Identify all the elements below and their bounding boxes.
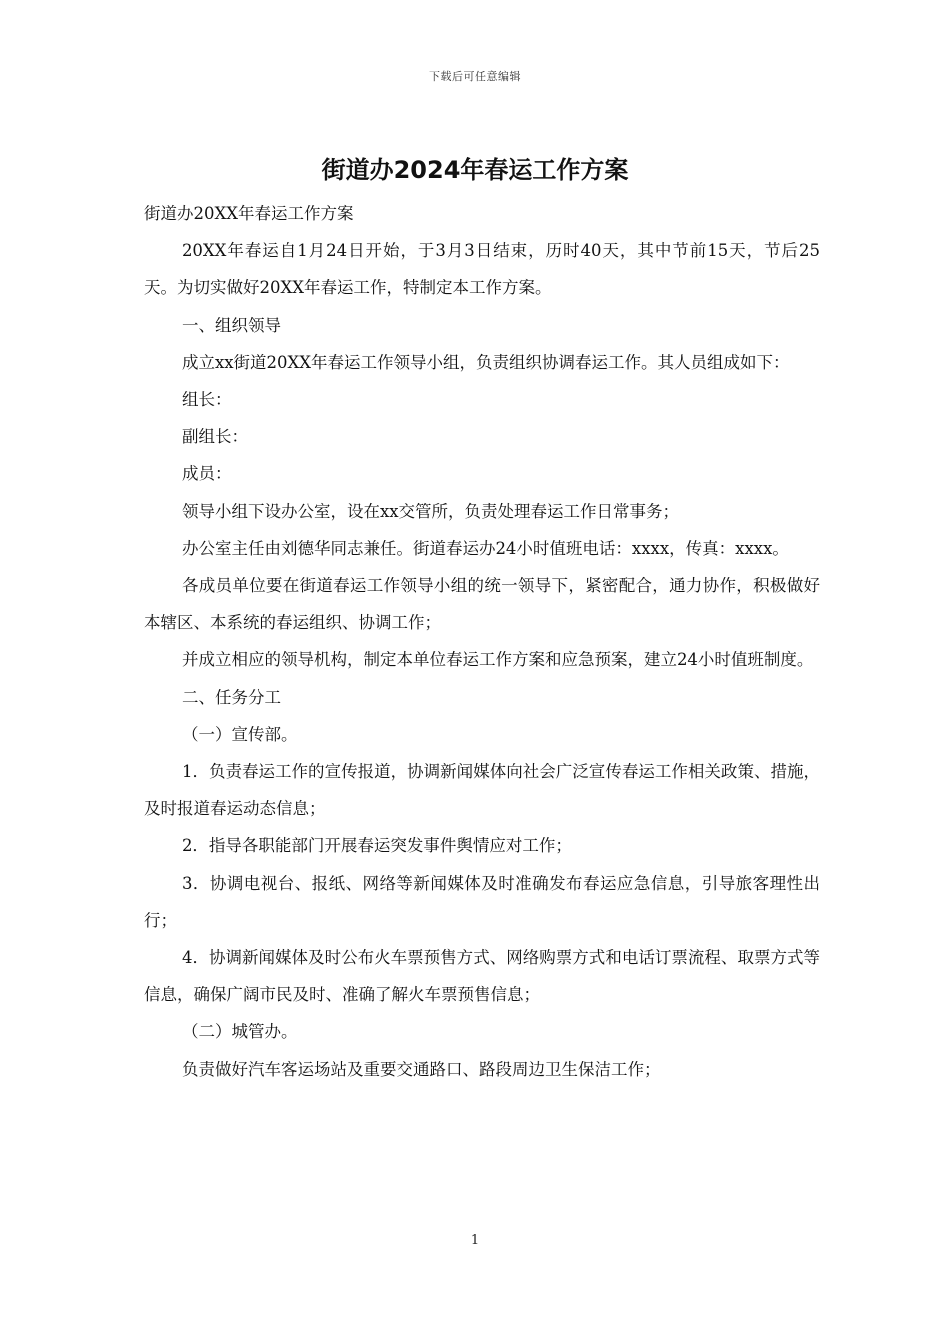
paragraph: 成员： xyxy=(181,464,232,484)
paragraph: 负责做好汽车客运场站及重要交通路口、路段周边卫生保洁工作； xyxy=(181,1059,661,1079)
paragraph: 20XX年春运自1月24日开始，于3月3日结束，历时40天，其中节前15天，节后25天。为切实做好20XX年春运工作，特制定本工作方案。 xyxy=(144,241,820,298)
paragraph: 2．指导各职能部门开展春运突发事件舆情应对工作； xyxy=(181,836,572,856)
header-note: 下载后可任意编辑 xyxy=(429,70,521,83)
paragraph: 各成员单位要在街道春运工作领导小组的统一领导下，紧密配合，通力协作，积极做好本辖区、本系统的春运组织、协调工作； xyxy=(144,576,820,633)
paragraph: （二）城管办。 xyxy=(181,1022,298,1042)
paragraph: 二、任务分工 xyxy=(181,687,281,707)
page-number: 1 xyxy=(470,1233,480,1248)
paragraph: 一、组织领导 xyxy=(181,315,281,335)
document-body xyxy=(144,195,820,1088)
document-title: 街道办2024年春运工作方案 xyxy=(321,156,629,184)
paragraph: 副组长： xyxy=(181,427,248,447)
paragraph: （一）宣传部。 xyxy=(181,724,298,744)
paragraph: 1．负责春运工作的宣传报道，协调新闻媒体向社会广泛宣传春运工作相关政策、措施，及时报道春运动态信息； xyxy=(144,762,820,819)
paragraph: 街道办20XX年春运工作方案 xyxy=(144,204,354,223)
paragraph: 4．协调新闻媒体及时公布火车票预售方式、网络购票方式和电话订票流程、取票方式等信息，确保广阔市民及时、准确了解火车票预售信息； xyxy=(144,948,820,1005)
paragraph: 领导小组下设办公室，设在xx交管所，负责处理春运工作日常事务； xyxy=(181,501,680,521)
paragraph: 办公室主任由刘德华同志兼任。街道春运办24小时值班电话：xxxx，传真：xxxx。 xyxy=(181,538,789,558)
paragraph: 成立xx街道20XX年春运工作领导小组，负责组织协调春运工作。其人员组成如下： xyxy=(181,352,790,372)
paragraph: 3．协调电视台、报纸、网络等新闻媒体及时准确发布春运应急信息，引导旅客理性出行； xyxy=(144,873,820,930)
paragraph: 并成立相应的领导机构，制定本单位春运工作方案和应急预案，建立24小时值班制度。 xyxy=(181,650,814,670)
paragraph: 组长： xyxy=(181,390,232,410)
